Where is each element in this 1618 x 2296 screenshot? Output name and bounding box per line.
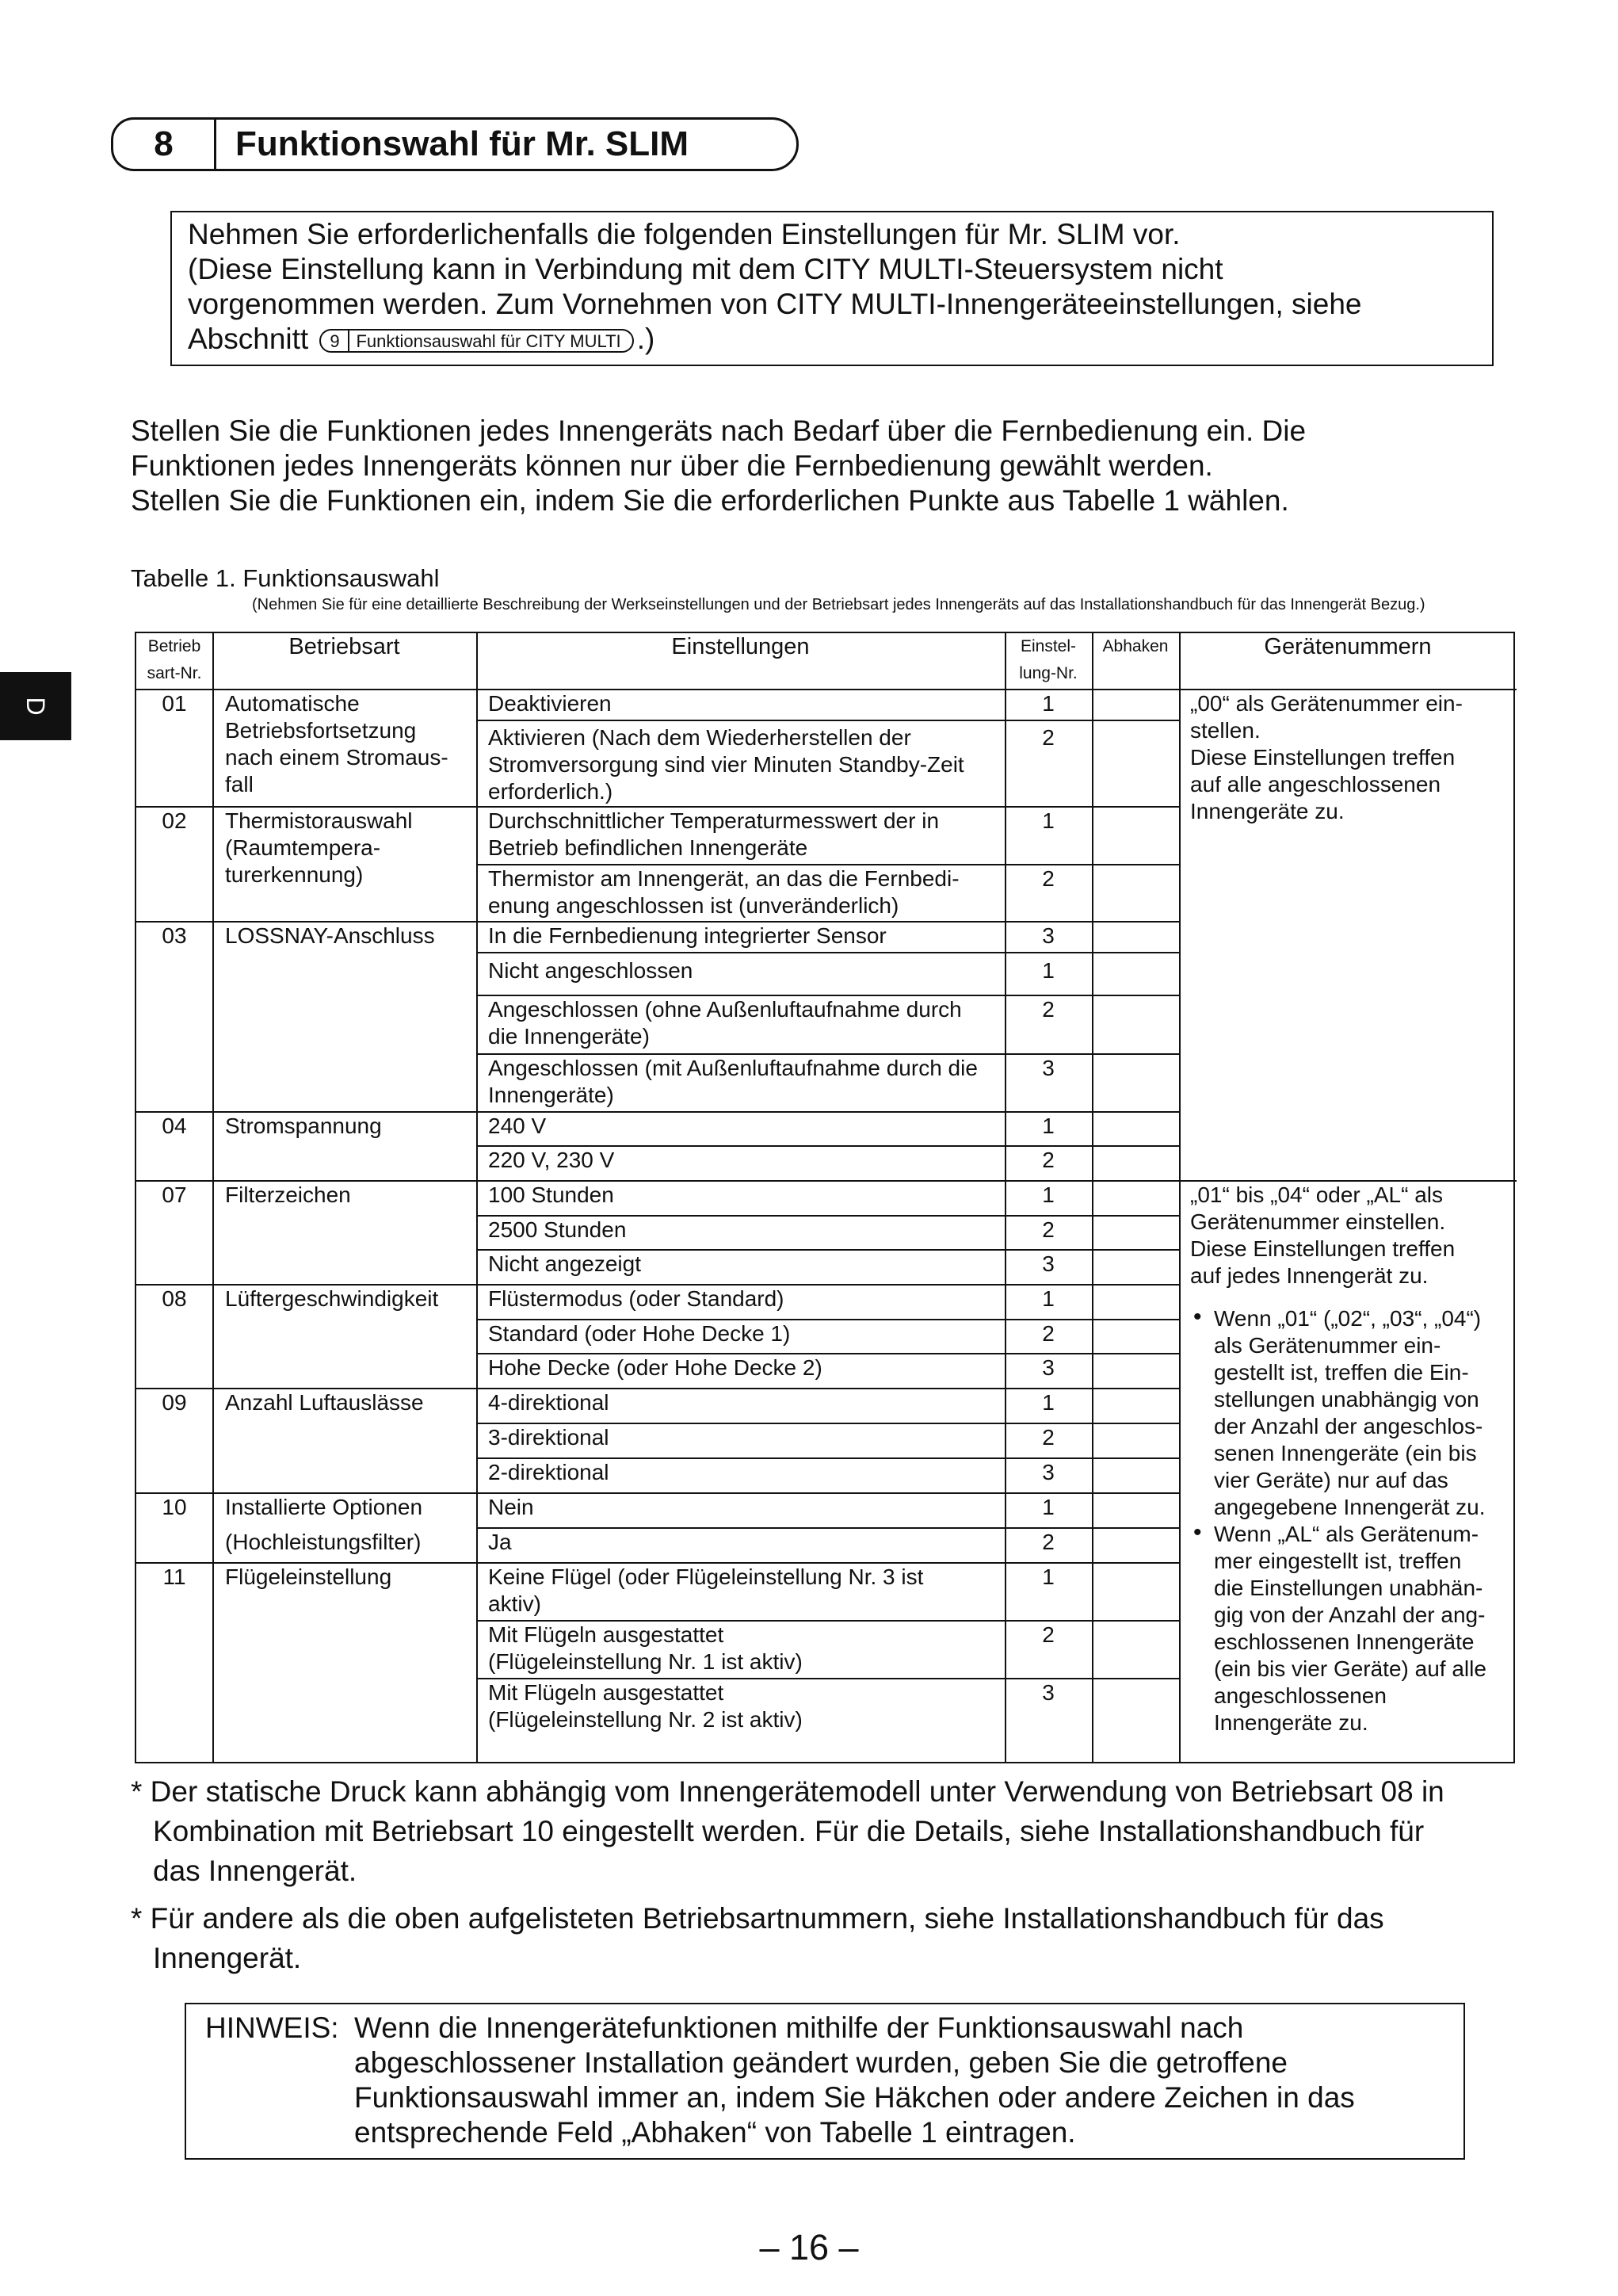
- setting-text: In die Fernbedienung integrierter Sensor: [488, 923, 887, 948]
- unit-note-line: als Gerätenummer ein-: [1214, 1333, 1441, 1358]
- sub-row-divider: [476, 720, 1179, 721]
- setting-number: 2: [1042, 1622, 1055, 1647]
- unit-note-line: vier Geräte) nur auf das: [1214, 1468, 1448, 1492]
- unit-note-line: Diese Einstellungen treffen: [1190, 745, 1456, 770]
- mode-number: 01: [162, 691, 187, 716]
- hinweis-line-3: Funktionsauswahl immer an, indem Sie Häkchen oder andere Zeichen in das: [354, 2081, 1355, 2114]
- header-check: Abhaken: [1102, 637, 1169, 655]
- intro-line-3: vorgenommen werden. Zum Vornehmen von CITY MULTI-Innengeräteeinstellungen, siehe: [188, 288, 1362, 320]
- hinweis-label: HINWEIS:: [205, 2011, 339, 2044]
- unit-note-line: angeschlossenen: [1214, 1683, 1387, 1708]
- setting-text: Flüstermodus (oder Standard): [488, 1286, 784, 1311]
- setting-text: Durchschnittlicher Temperaturmesswert der in: [488, 808, 940, 833]
- setting-text: die Innengeräte): [488, 1024, 650, 1049]
- unit-note-line: gig von der Anzahl der ang-: [1214, 1603, 1486, 1627]
- mode-name-line: Anzahl Luftauslässe: [225, 1390, 424, 1415]
- hinweis-line-4: entsprechende Feld „Abhaken“ von Tabelle 1 eintragen.: [354, 2116, 1076, 2149]
- setting-number: 2: [1042, 1148, 1055, 1172]
- header-mode-no-1: Betrieb: [147, 637, 201, 655]
- col-divider: [476, 633, 478, 1762]
- setting-text: Nicht angeschlossen: [488, 958, 693, 983]
- body-line-2: Funktionen jedes Innengeräts können nur über die Fernbedienung gewählt werden.: [131, 449, 1213, 482]
- bullet-icon: •: [1193, 1304, 1202, 1330]
- setting-text: Mit Flügeln ausgestattet: [488, 1680, 724, 1705]
- mode-name-line: fall: [225, 772, 254, 797]
- setting-number: 1: [1042, 1286, 1055, 1311]
- setting-number: 2: [1042, 1217, 1055, 1242]
- header-setting-no-1: Einstel-: [1020, 637, 1077, 655]
- intro-line-2: (Diese Einstellung kann in Verbindung mit dem CITY MULTI-Steuersystem nicht: [188, 253, 1223, 285]
- unit-note-line: eschlossenen Innengeräte: [1214, 1629, 1475, 1654]
- setting-text: 240 V: [488, 1114, 547, 1138]
- unit-note-line: auf jedes Innengerät zu.: [1190, 1263, 1429, 1288]
- mode-name-line: Automatische: [225, 691, 360, 716]
- unit-note-line: Diese Einstellungen treffen: [1190, 1236, 1456, 1261]
- setting-number: 1: [1042, 808, 1055, 833]
- mode-number: 04: [162, 1114, 187, 1138]
- unit-note-line: „00“ als Gerätenummer ein-: [1190, 691, 1463, 716]
- intro-suffix: .): [636, 323, 655, 355]
- setting-text: Angeschlossen (ohne Außenluftaufnahme durch: [488, 997, 962, 1022]
- header-mode: Betriebsart: [288, 634, 400, 659]
- language-side-tab: [0, 672, 71, 740]
- setting-number: 1: [1042, 691, 1055, 716]
- setting-text: Ja: [488, 1530, 512, 1554]
- unit-note-line: Wenn „01“ („02“, „03“, „04“): [1214, 1306, 1482, 1331]
- section-reference[interactable]: [319, 329, 633, 353]
- mode-name-line: Filterzeichen: [225, 1182, 351, 1207]
- setting-number: 1: [1042, 1114, 1055, 1138]
- language-side-tab-label: D: [21, 697, 50, 716]
- setting-text: (Flügeleinstellung Nr. 1 ist aktiv): [488, 1649, 803, 1674]
- unit-note-line: stellen.: [1190, 718, 1261, 743]
- section-number: 8: [113, 120, 216, 169]
- section-header: [111, 117, 799, 171]
- unit-note-line: der Anzahl der angeschlos-: [1214, 1414, 1483, 1438]
- setting-number: 2: [1042, 725, 1055, 750]
- mode-name-line: turerkennung): [225, 862, 364, 887]
- mode-number: 08: [162, 1286, 187, 1311]
- function-table: [135, 632, 1515, 1763]
- mode-number: 10: [162, 1495, 187, 1519]
- setting-number: 1: [1042, 958, 1055, 983]
- setting-number: 3: [1042, 1355, 1055, 1380]
- mode-number: 03: [162, 923, 187, 948]
- unit-note-line: (ein bis vier Geräte) auf alle: [1214, 1656, 1486, 1681]
- setting-text: Nicht angezeigt: [488, 1251, 642, 1276]
- body-line-1: Stellen Sie die Funktionen jedes Innengeräts nach Bedarf über die Fernbedienung ein. Die: [131, 415, 1307, 447]
- table-note: (Nehmen Sie für eine detaillierte Beschreibung der Werkseinstellungen und der Betriebsart jedes Innengeräts auf das Installationshandbuch für das Innengerät Bezug.): [252, 596, 1425, 613]
- section-reference-title: Funktionsauswahl für CITY MULTI: [356, 331, 621, 352]
- hinweis-line-1: Wenn die Innengerätefunktionen mithilfe der Funktionsauswahl nach: [354, 2011, 1244, 2044]
- setting-text: Deaktivieren: [488, 691, 612, 716]
- col-divider: [1092, 633, 1093, 1762]
- setting-text: Stromversorgung sind vier Minuten Standby-Zeit: [488, 752, 964, 777]
- unit-note-line: die Einstellungen unabhän-: [1214, 1576, 1483, 1600]
- setting-text: 220 V, 230 V: [488, 1148, 615, 1172]
- footnote-1-line-2: Kombination mit Betriebsart 10 eingestellt werden. Für die Details, siehe Installationshandbuch für: [153, 1815, 1425, 1847]
- unit-note-line: auf alle angeschlossenen: [1190, 772, 1441, 797]
- footnote-2-line-1: * Für andere als die oben aufgelisteten Betriebsartnummern, siehe Installationshandbuch für das: [131, 1902, 1384, 1935]
- setting-text: 100 Stunden: [488, 1182, 614, 1207]
- hinweis-note-box: [185, 2003, 1465, 2160]
- setting-number: 3: [1042, 1251, 1055, 1276]
- header-unit-numbers: Gerätenummern: [1264, 634, 1432, 659]
- mode-number: 02: [162, 808, 187, 833]
- mode-number: 11: [162, 1564, 186, 1589]
- unit-note-line: senen Innengeräte (ein bis: [1214, 1441, 1477, 1465]
- setting-number: 3: [1042, 1460, 1055, 1484]
- unit-note-line: „01“ bis „04“ oder „AL“ als: [1190, 1182, 1444, 1207]
- setting-number: 1: [1042, 1182, 1055, 1207]
- unit-note-line: Innengeräte zu.: [1214, 1710, 1368, 1735]
- header-mode-no-2: sart-Nr.: [147, 664, 202, 682]
- setting-text: 3-direktional: [488, 1425, 609, 1450]
- intro-line-4: [188, 322, 654, 357]
- table-caption: Tabelle 1. Funktionsauswahl: [131, 564, 440, 592]
- footnote-2-line-2: Innengerät.: [153, 1942, 302, 1974]
- mode-name-line: Flügeleinstellung: [225, 1564, 392, 1589]
- footnote-1-line-1: * Der statische Druck kann abhängig vom Innengerätemodell unter Verwendung von Betriebsart 08 in: [131, 1775, 1444, 1808]
- setting-text: Nein: [488, 1495, 534, 1519]
- page-number: – 16 –: [759, 2227, 859, 2267]
- intro-abschnitt-label: Abschnitt: [188, 323, 309, 355]
- unit-note-line: mer eingestellt ist, treffen: [1214, 1549, 1462, 1573]
- setting-number: 3: [1042, 923, 1055, 948]
- mode-name-line: Installierte Optionen: [225, 1495, 423, 1519]
- setting-text: Angeschlossen (mit Außenluftaufnahme durch die: [488, 1056, 978, 1080]
- intro-line-1: Nehmen Sie erforderlichenfalls die folgenden Einstellungen für Mr. SLIM vor.: [188, 218, 1181, 250]
- setting-text: Aktivieren (Nach dem Wiederherstellen der: [488, 725, 911, 750]
- body-line-3: Stellen Sie die Funktionen ein, indem Sie die erforderlichen Punkte aus Tabelle 1 wählen.: [131, 484, 1289, 517]
- unit-note-line: gestellt ist, treffen die Ein-: [1214, 1360, 1469, 1385]
- setting-text: erforderlich.): [488, 779, 613, 804]
- sub-row-divider: [476, 952, 1179, 953]
- mode-name-line: Lüftergeschwindigkeit: [225, 1286, 439, 1311]
- setting-text: 2-direktional: [488, 1460, 609, 1484]
- setting-number: 3: [1042, 1680, 1055, 1705]
- setting-number: 1: [1042, 1495, 1055, 1519]
- mode-name-line: Stromspannung: [225, 1114, 382, 1138]
- setting-text: Standard (oder Hohe Decke 1): [488, 1321, 791, 1346]
- col-divider: [212, 633, 214, 1762]
- section-reference-number: 9: [321, 330, 349, 353]
- footnote-1-line-3: das Innengerät.: [153, 1855, 357, 1887]
- setting-number: 2: [1042, 1425, 1055, 1450]
- unit-note-line: angegebene Innengerät zu.: [1214, 1495, 1486, 1519]
- mode-number: 09: [162, 1390, 187, 1415]
- col-divider: [1179, 633, 1181, 1762]
- section-title: Funktionswahl für Mr. SLIM: [235, 124, 689, 163]
- setting-text: 4-direktional: [488, 1390, 609, 1415]
- mode-name-line: Betriebsfortsetzung: [225, 718, 417, 743]
- setting-text: Hohe Decke (oder Hohe Decke 2): [488, 1355, 822, 1380]
- setting-text: enung angeschlossen ist (unveränderlich): [488, 893, 899, 918]
- mode-number: 07: [162, 1182, 187, 1207]
- setting-number: 2: [1042, 997, 1055, 1022]
- header-setting-no-2: lung-Nr.: [1019, 664, 1078, 682]
- bullet-icon: •: [1193, 1519, 1202, 1545]
- mode-name-line: (Raumtempera-: [225, 835, 381, 860]
- setting-text: Betrieb befindlichen Innengeräte: [488, 835, 808, 860]
- setting-number: 1: [1042, 1564, 1055, 1589]
- intro-note-box: [170, 211, 1494, 366]
- unit-note-line: Wenn „AL“ als Gerätenum-: [1214, 1522, 1479, 1546]
- setting-text: Keine Flügel (oder Flügeleinstellung Nr. 3 ist: [488, 1564, 924, 1589]
- setting-number: 2: [1042, 1321, 1055, 1346]
- setting-number: 3: [1042, 1056, 1055, 1080]
- setting-text: (Flügeleinstellung Nr. 2 ist aktiv): [488, 1707, 803, 1732]
- mode-name-line: nach einem Stromaus-: [225, 745, 448, 770]
- setting-text: Innengeräte): [488, 1083, 614, 1107]
- header-settings: Einstellungen: [671, 634, 810, 659]
- setting-text: aktiv): [488, 1591, 541, 1616]
- mode-name-line: LOSSNAY-Anschluss: [225, 923, 435, 948]
- setting-number: 1: [1042, 1390, 1055, 1415]
- hinweis-line-2: abgeschlossener Installation geändert wurden, geben Sie die getroffene: [354, 2046, 1288, 2079]
- setting-number: 2: [1042, 866, 1055, 891]
- unit-note-line: Gerätenummer einstellen.: [1190, 1209, 1446, 1234]
- unit-note-line: stellungen unabhängig von: [1214, 1387, 1479, 1412]
- mode-name-line: (Hochleistungsfilter): [225, 1530, 422, 1554]
- setting-number: 2: [1042, 1530, 1055, 1554]
- mode-name-line: Thermistorauswahl: [225, 808, 413, 833]
- setting-text: 2500 Stunden: [488, 1217, 627, 1242]
- setting-text: Thermistor am Innengerät, an das die Fernbedi-: [488, 866, 960, 891]
- setting-text: Mit Flügeln ausgestattet: [488, 1622, 724, 1647]
- unit-note-line: Innengeräte zu.: [1190, 799, 1345, 823]
